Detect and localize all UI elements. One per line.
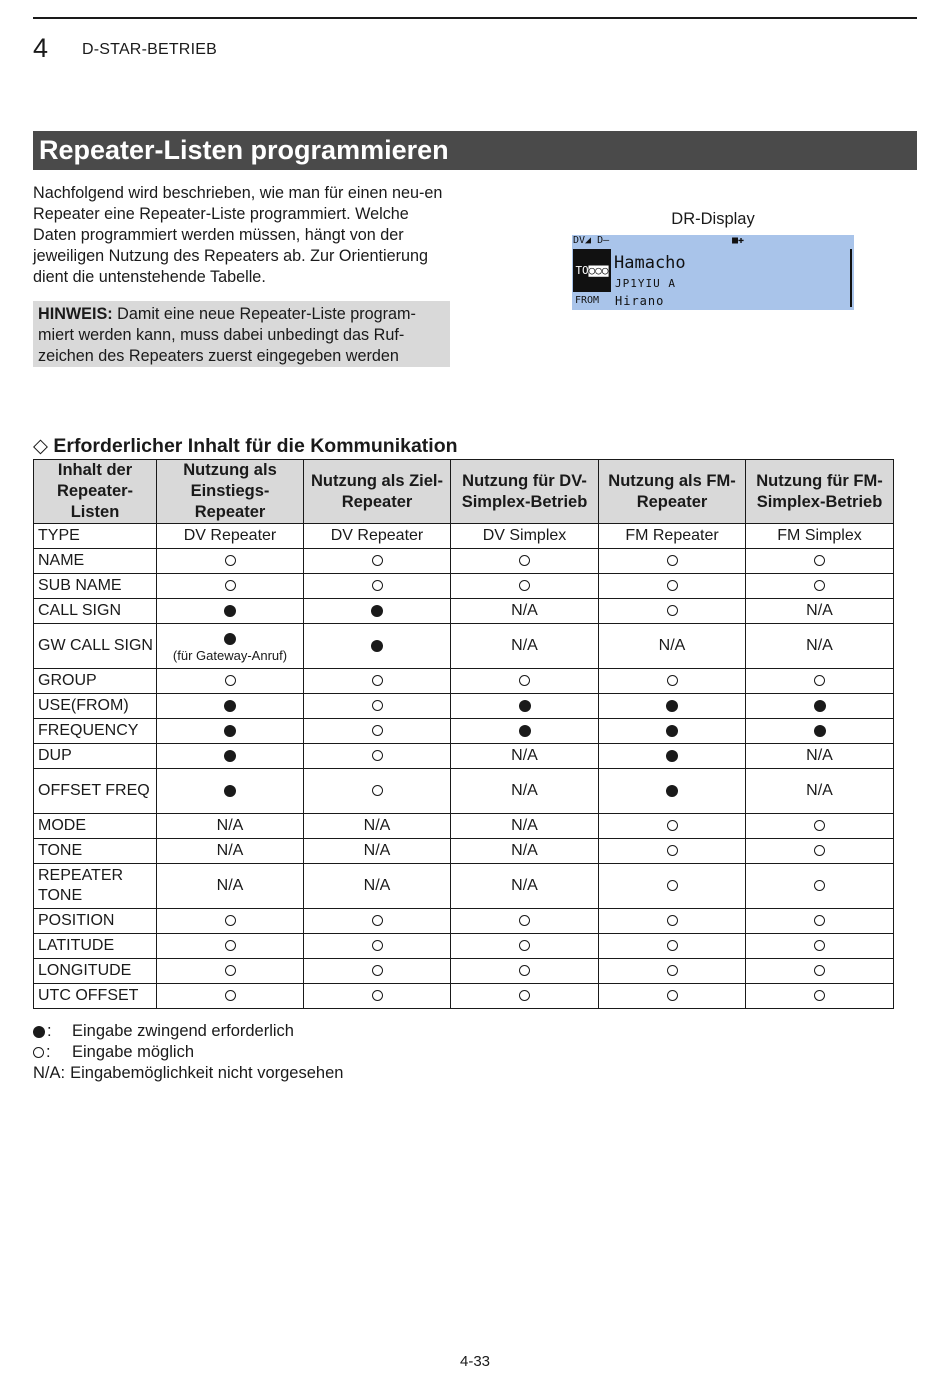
requirements-table <box>33 459 894 1009</box>
table-cell <box>599 984 746 1009</box>
table-row <box>34 744 894 769</box>
row-label: UTC OFFSET <box>34 984 157 1009</box>
table-row <box>34 769 894 814</box>
cell-text: DV Simplex <box>482 527 567 544</box>
table-cell <box>599 864 746 909</box>
table-cell <box>157 624 304 669</box>
table-cell <box>451 624 599 669</box>
row-label: REPEATER TONE <box>34 864 157 909</box>
open-circle-icon <box>814 845 825 856</box>
table-cell <box>451 984 599 1009</box>
intro-paragraph: Nachfolgend wird beschrieben, wie man für einen neu-en Repeater eine Repeater-Liste programmiert. Welche Daten programmiert werden müssen, hängt von der jeweiligen Nutzung des Repeaters ab. Zur Orientierung dient die untenstehende Tabelle. <box>33 184 443 286</box>
column-header: Nutzung als Ziel-Repeater <box>304 460 451 524</box>
table-cell <box>599 549 746 574</box>
cell-text: N/A <box>806 782 833 799</box>
table-cell <box>157 864 304 909</box>
open-circle-icon <box>225 915 236 926</box>
open-circle-icon <box>667 675 678 686</box>
legend-na <box>33 1063 343 1084</box>
legend-optional-text: Eingabe möglich <box>72 1043 194 1061</box>
lcd-call-sign: JP1YIU A <box>615 277 676 290</box>
row-label: TYPE <box>34 524 157 549</box>
cell-note: (für Gateway-Anruf) <box>172 648 288 663</box>
filled-circle-icon <box>371 605 383 617</box>
lcd-mode-status: DV◢ D– <box>573 235 610 246</box>
table-row <box>34 624 894 669</box>
row-label: FREQUENCY <box>34 719 157 744</box>
table-cell <box>304 524 451 549</box>
table-cell <box>451 864 599 909</box>
table-cell <box>746 574 894 599</box>
table-cell <box>304 984 451 1009</box>
table-cell <box>157 549 304 574</box>
cell-text: N/A <box>216 877 244 894</box>
table-cell <box>304 549 451 574</box>
table-cell <box>157 744 304 769</box>
table-cell <box>599 624 746 669</box>
column-header: Inhalt der Repeater-Listen <box>34 460 157 524</box>
table-cell <box>304 814 451 839</box>
cell-text: N/A <box>511 747 538 764</box>
row-label: LATITUDE <box>34 934 157 959</box>
open-circle-icon <box>667 820 678 831</box>
open-circle-icon <box>519 580 530 591</box>
open-circle-icon <box>372 675 383 686</box>
column-header: Nutzung für DV-Simplex-Betrieb <box>451 460 599 524</box>
open-circle-icon <box>667 990 678 1001</box>
table-cell <box>746 549 894 574</box>
open-circle-icon <box>814 675 825 686</box>
note-text: Damit eine neue Repeater-Liste program-miert werden kann, muss dabei unbedingt das Ruf-zeichen des Repeaters zuerst eingegeben werden <box>38 305 416 365</box>
table-cell <box>451 524 599 549</box>
table-cell <box>746 934 894 959</box>
table-cell <box>157 839 304 864</box>
table-cell <box>746 524 894 549</box>
table-cell <box>304 694 451 719</box>
table-cell <box>157 574 304 599</box>
table-row <box>34 549 894 574</box>
cell-text: N/A <box>363 842 391 859</box>
table-cell <box>599 814 746 839</box>
open-circle-icon <box>519 940 530 951</box>
row-label: POSITION <box>34 909 157 934</box>
column-header: Nutzung für FM-Simplex-Betrieb <box>746 460 894 524</box>
table-cell <box>451 599 599 624</box>
table-cell <box>304 959 451 984</box>
cell-text: N/A <box>363 877 391 894</box>
filled-circle-icon <box>224 633 236 645</box>
open-circle-icon <box>519 675 530 686</box>
cell-text: DV Repeater <box>183 527 277 544</box>
filled-circle-icon <box>814 700 826 712</box>
open-circle-icon <box>814 940 825 951</box>
table-cell <box>304 769 451 814</box>
table-cell <box>451 769 599 814</box>
table-cell <box>746 984 894 1009</box>
open-circle-icon <box>372 750 383 761</box>
row-label: OFFSET FREQ <box>34 769 157 814</box>
table-row <box>34 719 894 744</box>
table-cell <box>451 909 599 934</box>
filled-circle-icon <box>224 785 236 797</box>
table-heading: ◇ Erforderlicher Inhalt für die Kommunikation <box>33 435 458 457</box>
table-cell <box>599 744 746 769</box>
open-circle-icon <box>667 555 678 566</box>
row-label: GROUP <box>34 669 157 694</box>
open-circle-icon <box>814 915 825 926</box>
table-cell <box>599 909 746 934</box>
table-row <box>34 694 894 719</box>
row-label: NAME <box>34 549 157 574</box>
dr-display-screen <box>572 235 854 310</box>
table-row <box>34 984 894 1009</box>
row-label: LONGITUDE <box>34 959 157 984</box>
table-row <box>34 524 894 549</box>
table-cell <box>599 574 746 599</box>
open-circle-icon <box>519 990 530 1001</box>
table-cell <box>746 694 894 719</box>
filled-circle-icon <box>224 700 236 712</box>
open-circle-icon <box>225 940 236 951</box>
table-cell <box>157 814 304 839</box>
open-circle-icon <box>519 915 530 926</box>
cell-text: N/A <box>511 637 538 654</box>
table-cell <box>746 959 894 984</box>
table-row <box>34 909 894 934</box>
table-cell <box>746 669 894 694</box>
table-cell <box>599 719 746 744</box>
table-cell <box>157 769 304 814</box>
chapter-number: 4 <box>33 33 49 63</box>
open-circle-icon <box>372 965 383 976</box>
row-label: USE(FROM) <box>34 694 157 719</box>
lcd-to-label: TO◙◙◙ <box>573 249 611 292</box>
open-circle-icon <box>814 555 825 566</box>
cell-text: N/A <box>216 817 244 834</box>
filled-circle-icon <box>224 605 236 617</box>
table-cell <box>746 599 894 624</box>
filled-circle-icon <box>371 640 383 652</box>
row-label: MODE <box>34 814 157 839</box>
table-cell <box>451 744 599 769</box>
table-cell <box>304 719 451 744</box>
table-cell <box>157 959 304 984</box>
open-circle-icon <box>814 820 825 831</box>
table-cell <box>746 909 894 934</box>
table-cell <box>157 694 304 719</box>
filled-circle-icon <box>666 785 678 797</box>
open-circle-icon <box>667 845 678 856</box>
cell-text: N/A <box>511 817 538 834</box>
cell-text: N/A <box>511 842 538 859</box>
cell-text: N/A <box>806 637 833 654</box>
table-row <box>34 599 894 624</box>
table-cell <box>599 839 746 864</box>
filled-circle-icon <box>224 750 236 762</box>
cell-text: N/A <box>511 782 538 799</box>
table-cell <box>304 624 451 669</box>
filled-circle-icon <box>666 700 678 712</box>
table-cell <box>746 839 894 864</box>
open-circle-icon <box>667 605 678 616</box>
table-cell <box>746 864 894 909</box>
table-cell <box>451 719 599 744</box>
legend-required-text: Eingabe zwingend erforderlich <box>72 1022 294 1040</box>
table-row <box>34 669 894 694</box>
open-circle-icon <box>814 580 825 591</box>
filled-circle-icon <box>224 725 236 737</box>
table-cell <box>157 524 304 549</box>
filled-circle-icon <box>666 725 678 737</box>
open-circle-icon <box>372 700 383 711</box>
table-cell <box>599 599 746 624</box>
table-row <box>34 574 894 599</box>
cell-text: DV Repeater <box>330 527 424 544</box>
open-circle-icon <box>814 965 825 976</box>
table-cell <box>599 769 746 814</box>
table-body <box>34 524 894 1009</box>
open-circle-icon <box>372 580 383 591</box>
table-cell <box>746 769 894 814</box>
open-circle-icon <box>372 940 383 951</box>
table-row <box>34 959 894 984</box>
legend <box>33 1021 343 1084</box>
filled-circle-icon <box>666 750 678 762</box>
open-circle-icon <box>225 990 236 1001</box>
table-cell <box>599 959 746 984</box>
table-cell <box>451 934 599 959</box>
open-circle-icon <box>372 915 383 926</box>
cell-text: N/A <box>806 747 833 764</box>
table-cell <box>746 814 894 839</box>
cell-text: N/A <box>511 602 538 619</box>
cell-text: N/A <box>511 877 538 894</box>
page-number: 4-33 <box>459 1353 491 1370</box>
table-cell <box>304 669 451 694</box>
open-circle-icon <box>225 555 236 566</box>
open-circle-icon <box>372 725 383 736</box>
table-cell <box>599 669 746 694</box>
lcd-from-name: Hirano <box>615 294 665 308</box>
row-label: SUB NAME <box>34 574 157 599</box>
table-cell <box>157 934 304 959</box>
open-circle-icon <box>519 555 530 566</box>
row-label: CALL SIGN <box>34 599 157 624</box>
table-cell <box>451 814 599 839</box>
table-cell <box>304 839 451 864</box>
table-cell <box>746 624 894 669</box>
table-cell <box>451 549 599 574</box>
open-circle-icon <box>667 880 678 891</box>
table-cell <box>304 744 451 769</box>
open-circle-icon <box>372 990 383 1001</box>
column-header: Nutzung als Einstiegs-Repeater <box>157 460 304 524</box>
lcd-repeater-name: Hamacho <box>614 253 686 273</box>
filled-circle-icon <box>814 725 826 737</box>
table-cell <box>746 719 894 744</box>
open-circle-icon <box>667 915 678 926</box>
table-cell <box>599 524 746 549</box>
open-circle-icon <box>814 990 825 1001</box>
open-circle-icon <box>225 965 236 976</box>
column-header: Nutzung als FM-Repeater <box>599 460 746 524</box>
table-cell <box>157 599 304 624</box>
filled-circle-icon <box>33 1026 45 1038</box>
table-row <box>34 839 894 864</box>
lcd-signal-icon: ■✚ <box>732 235 745 246</box>
table-cell <box>451 669 599 694</box>
table-cell <box>304 864 451 909</box>
section-title: Repeater-Listen programmieren <box>33 131 917 170</box>
legend-na-text: Eingabemöglichkeit nicht vorgesehen <box>70 1064 344 1082</box>
table-cell <box>157 984 304 1009</box>
cell-text: FM Simplex <box>777 527 862 544</box>
note-box <box>33 301 450 367</box>
table-cell <box>599 934 746 959</box>
open-circle-icon <box>372 555 383 566</box>
table-cell <box>304 574 451 599</box>
cell-text: N/A <box>658 637 686 654</box>
row-label: DUP <box>34 744 157 769</box>
open-circle-icon <box>225 580 236 591</box>
open-circle-icon <box>225 675 236 686</box>
legend-optional: : Eingabe möglich <box>33 1042 343 1063</box>
table-row <box>34 934 894 959</box>
top-rule <box>33 17 917 19</box>
table-cell <box>451 959 599 984</box>
table-cell <box>157 719 304 744</box>
table-cell <box>157 909 304 934</box>
table-cell <box>451 574 599 599</box>
cell-text: N/A <box>806 602 833 619</box>
table-cell <box>304 599 451 624</box>
table-cell <box>451 839 599 864</box>
row-label: TONE <box>34 839 157 864</box>
table-row <box>34 814 894 839</box>
table-cell <box>304 909 451 934</box>
table-cell <box>746 744 894 769</box>
cell-text: N/A <box>216 842 244 859</box>
open-circle-icon <box>667 580 678 591</box>
table-header-row <box>34 460 894 524</box>
legend-required: : Eingabe zwingend erforderlich <box>33 1021 343 1042</box>
cell-text: FM Repeater <box>625 527 719 544</box>
open-circle-icon <box>667 965 678 976</box>
table-cell <box>157 669 304 694</box>
open-circle-icon <box>519 965 530 976</box>
lcd-scroll-bar <box>850 249 852 307</box>
lcd-from-label: FROM <box>575 295 600 306</box>
note-label: HINWEIS: <box>38 305 113 323</box>
filled-circle-icon <box>519 700 531 712</box>
legend-na-key: N/A: <box>33 1064 66 1082</box>
filled-circle-icon <box>519 725 531 737</box>
open-circle-icon <box>814 880 825 891</box>
table-row <box>34 864 894 909</box>
chapter-title: D-STAR-BETRIEB <box>82 41 217 58</box>
cell-text: N/A <box>363 817 391 834</box>
open-circle-icon <box>667 940 678 951</box>
open-circle-icon <box>33 1047 44 1058</box>
open-circle-icon <box>372 785 383 796</box>
dr-display-caption: DR-Display <box>671 210 755 228</box>
row-label: GW CALL SIGN <box>34 624 157 669</box>
table-cell <box>304 934 451 959</box>
table-cell <box>599 694 746 719</box>
table-cell <box>451 694 599 719</box>
